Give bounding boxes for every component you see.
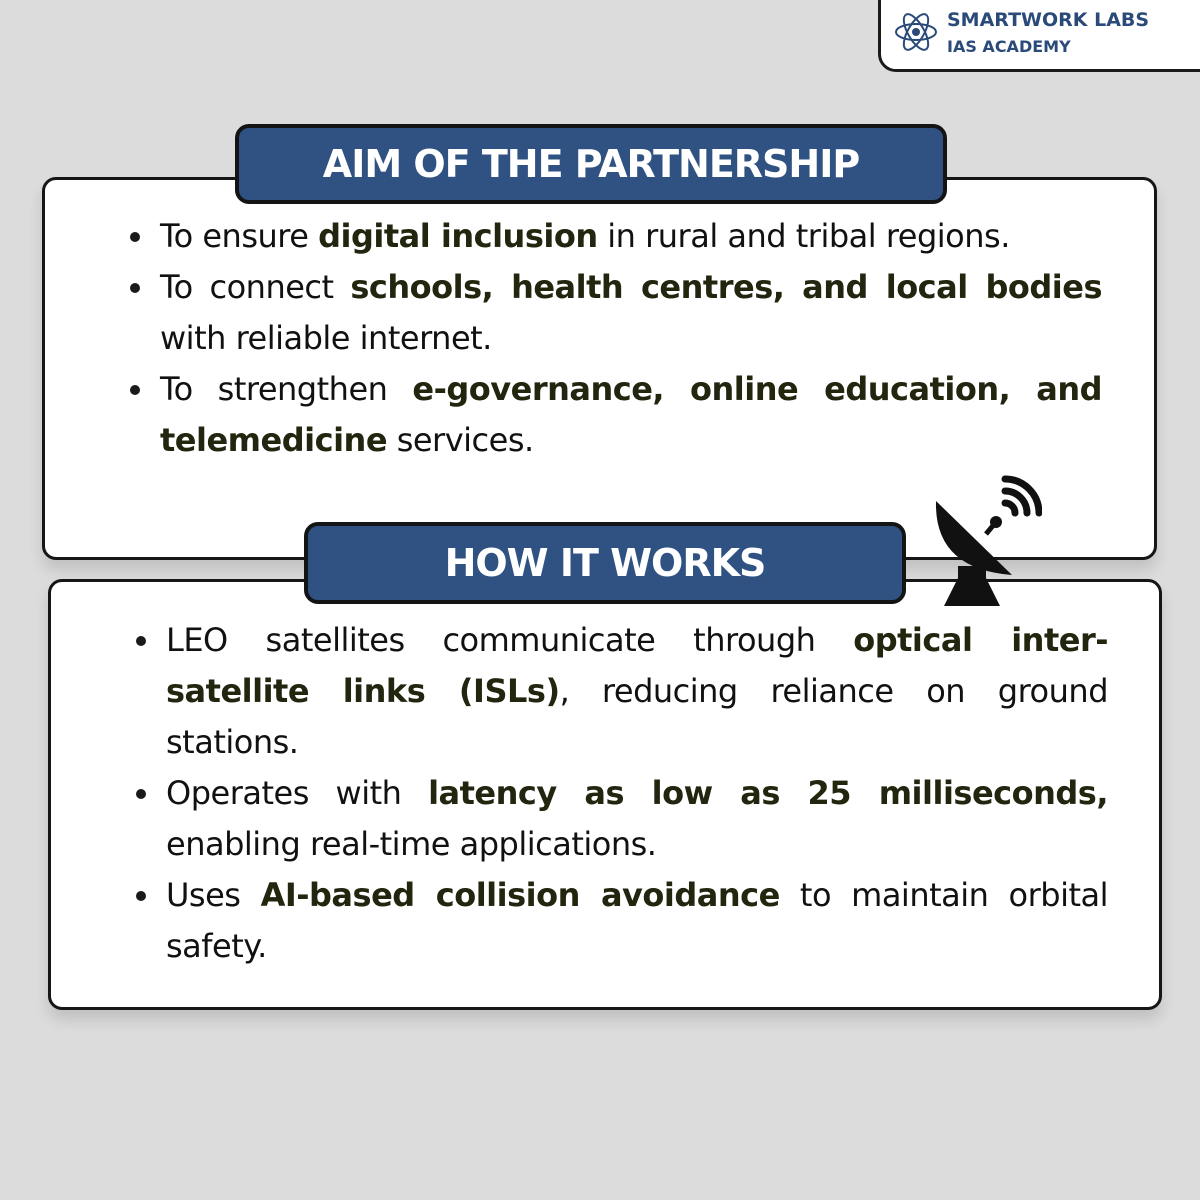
- aim-list: [160, 211, 1102, 466]
- brand-badge: [878, 0, 1200, 72]
- aim-item: To connect schools, health centres, and local bodies with reliable internet.: [160, 262, 1102, 364]
- brand-subtitle: IAS ACADEMY: [947, 37, 1071, 56]
- aim-item: To ensure digital inclusion in rural and tribal regions.: [160, 211, 1102, 262]
- how-heading: HOW IT WORKS: [304, 522, 906, 604]
- how-list: [166, 615, 1108, 972]
- atom-icon: [893, 9, 939, 55]
- brand-name: SMARTWORK LABS: [947, 9, 1150, 31]
- satellite-dish-icon: [926, 474, 1042, 608]
- how-item: Uses AI-based collision avoidance to maintain orbital safety.: [166, 870, 1108, 972]
- aim-item: To strengthen e-governance, online education, and telemedicine services.: [160, 364, 1102, 466]
- aim-heading: AIM OF THE PARTNERSHIP: [235, 124, 947, 204]
- how-item: LEO satellites communicate through optical inter-satellite links (ISLs), reducing reliance on ground stations.: [166, 615, 1108, 768]
- how-item: Operates with latency as low as 25 milliseconds, enabling real-time applications.: [166, 768, 1108, 870]
